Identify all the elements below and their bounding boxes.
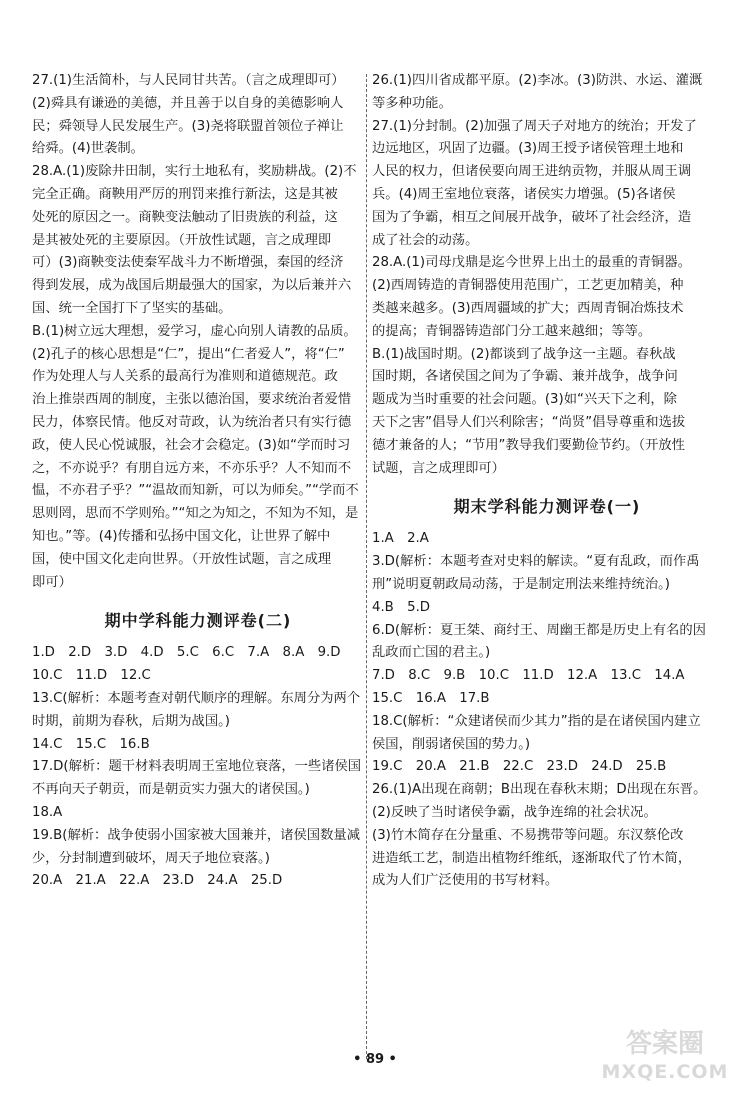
answer-line: 3.D(解析：本题考查对史料的解读。“夏有乱政，而作禹 (372, 554, 700, 570)
answer-line: 27.(1)生活简朴，与人民同甘共苦。（言之成理即可） (32, 73, 345, 88)
answer-line: 愠，不亦君子乎？”“温故而知新，可以为师矣。”“学而不 (32, 483, 359, 499)
answer-line: 28.A.(1)废除井田制，实行土地私有，奖励耕战。(2)不 (32, 164, 357, 180)
answer-line: 4.B 5.D (372, 599, 431, 615)
answer-line: 之，不亦说乎？有朋自远方来，不亦乐乎？人不知而不 (32, 460, 352, 476)
answer-line: 27.(1)分封制。(2)加强了周天子对地方的统治；开发了 (372, 118, 697, 134)
answer-line: 20.A 21.A 22.A 23.D 24.A 25.D (32, 873, 283, 889)
answer-line: 成为人们广泛使用的书写材料。 (372, 873, 559, 889)
answer-line: B.(1)树立远大理想，爱学习，虚心向别人请教的品质。 (32, 323, 357, 339)
answer-line: 作为处理人与人关系的最高行为准则和道德规范。政 (32, 369, 338, 385)
answer-line: 28.A.(1)司母戊鼎是迄今世界上出土的最重的青铜器。 (372, 255, 692, 271)
answer-line: 完全正确。商鞅用严厉的刑罚来推行新法，这是其被 (32, 186, 338, 202)
answer-line: 26.(1)A出现在商朝；B出现在春秋末期；D出现在东晋。 (372, 782, 707, 798)
right-column (372, 70, 722, 893)
answer-line: 国时期，各诸侯国之间为了争霸、兼并战争，战争问 (372, 369, 678, 385)
answer-line: 10.C 11.D 12.C (32, 668, 151, 684)
answer-line: 等多种功能。 (372, 95, 452, 111)
left-column (32, 70, 364, 893)
answer-line: 刑”说明夏朝政局动荡，于是制定刑法来维持统治。) (372, 576, 670, 592)
answer-line: (2)舜具有谦逊的美德，并且善于以自身的美德影响人 (32, 95, 344, 111)
column-divider (366, 74, 367, 1059)
answer-line: 18.C(解析：“众建诸侯而少其力”指的是在诸侯国内建立 (372, 713, 701, 729)
answer-line: 19.B(解析：战争使弱小国家被大国兼并，诸侯国数量减 (32, 827, 360, 843)
answer-line: 进造纸工艺，制造出植物纤维纸，逐渐取代了竹木简， (372, 850, 692, 866)
answer-line: 试题，言之成理即可） (372, 460, 505, 476)
answer-line: (3)竹木简存在分量重、不易携带等问题。东汉蔡伦改 (372, 827, 684, 843)
answer-line: (2)西周铸造的青铜器使用范围广，工艺更加精美，种 (372, 278, 684, 294)
answer-line: 乱政而亡国的君主。) (372, 645, 491, 661)
answer-line: 的提高；青铜器铸造部门分工越来越细；等等。 (372, 323, 652, 339)
watermark-url: MXQE.COM (601, 1061, 729, 1083)
answer-line: 1.D 2.D 3.D 4.D 5.C 6.C 7.A 8.A 9.D (32, 645, 341, 661)
answer-line: 得到发展，成为战国后期最强大的国家，为以后兼并六 (32, 278, 352, 294)
answer-line: 知也。”等。(4)传播和弘扬中国文化，让世界了解中 (32, 528, 331, 544)
page-number: • 89 • (353, 1052, 397, 1067)
answer-line: 是其被处死的主要原因。（开放性试题，言之成理即 (32, 232, 332, 248)
answer-line: 不再向天子朝贡，而是朝贡实力强大的诸侯国。) (32, 782, 310, 798)
answer-line: 13.C(解析：本题考查对朝代顺序的理解。东周分为两个 (32, 690, 361, 706)
answer-line: 给舜。(4)世袭制。 (32, 141, 144, 157)
answer-line: 类越来越多。(3)西周疆域的扩大；西周青铜冶炼技术 (372, 300, 684, 316)
answer-line: 19.C 20.A 21.B 22.C 23.D 24.D 25.B (372, 759, 667, 775)
answer-line: 天下之害”倡导人们兴利除害；“尚贤”倡导尊重和选拔 (372, 414, 686, 430)
answer-line: 1.A 2.A (372, 531, 429, 547)
answer-line: 成了社会的动荡。 (372, 232, 479, 248)
answer-line: 兵。(4)周王室地位衰落，诸侯实力增强。(5)各诸侯 (372, 186, 676, 202)
answer-line: 18.A (32, 804, 63, 820)
answer-line: 思则罔，思而不学则殆。”“知之为知之，不知为不知，是 (32, 506, 359, 522)
answer-line: 7.D 8.C 9.B 10.C 11.D 12.A 13.C 14.A (372, 668, 685, 684)
answer-line: 侯国，削弱诸侯国的势力。) (372, 736, 531, 752)
answer-line: 26.(1)四川省成都平原。(2)李冰。(3)防洪、水运、灌溉 (372, 73, 703, 88)
answer-line: (2)反映了当时诸侯争霸，战争连绵的社会状况。 (372, 804, 657, 820)
answer-line: 即可） (32, 574, 72, 590)
answer-line: 人民的权力，但诸侯要向周王进纳贡物，并服从周王调 (372, 164, 692, 180)
answer-line: 17.D(解析：题干材料表明周王室地位衰落，一些诸侯国 (32, 759, 362, 775)
answer-line: 时期，前期为春秋，后期为战国。) (32, 713, 230, 729)
answer-line: 14.C 15.C 16.B (32, 736, 150, 752)
answer-line: 边远地区，巩固了边疆。(3)周王授予诸侯管理土地和 (372, 141, 684, 157)
answer-line: 15.C 16.A 17.B (372, 690, 490, 706)
answer-line: 处死的原因之一。商鞅变法触动了旧贵族的利益，这 (32, 209, 338, 225)
watermark-logo (590, 1030, 740, 1088)
answer-line: 政，使人民心悦诚服，社会才会稳定。(3)如“学而时习 (32, 437, 351, 453)
answer-line: B.(1)战国时期。(2)都谈到了战争这一主题。春秋战 (372, 346, 676, 362)
answer-line: 少，分封制遭到破坏，周天子地位衰落。) (32, 850, 270, 866)
answer-line: 民力，体察民情。他反对苛政，认为统治者只有实行德 (32, 414, 352, 430)
section-heading-midterm: 期中学科能力测评卷(二) (104, 611, 292, 631)
watermark-text: 答案圈 (625, 1029, 704, 1059)
answer-line: (2)孔子的核心思想是“仁”，提出“仁者爱人”，将“仁” (32, 346, 345, 362)
answer-line: 题成为当时重要的社会问题。(3)如“兴天下之利，除 (372, 392, 677, 408)
answer-line: 德才兼备的人；“节用”教导我们要勤俭节约。（开放性 (372, 437, 685, 453)
answer-line: 6.D(解析：夏王桀、商纣王、周幽王都是历史上有名的因 (372, 622, 706, 638)
answer-line: 民；舜领导人民发展生产。(3)尧将联盟首领位子禅让 (32, 118, 344, 134)
answer-line: 国，使中国文化走向世界。（开放性试题，言之成理 (32, 551, 332, 567)
answer-line: 国、统一全国打下了坚实的基础。 (32, 300, 232, 316)
answer-line: 治上推崇西周的制度，主张以德治国，要求统治者爱惜 (32, 392, 352, 408)
answer-line: 可）(3)商鞅变法使秦军战斗力不断增强，秦国的经济 (32, 255, 344, 271)
section-heading-final: 期末学科能力测评卷(一) (453, 497, 641, 517)
answer-line: 国为了争霸，相互之间展开战争，破坏了社会经济，造 (372, 209, 692, 225)
